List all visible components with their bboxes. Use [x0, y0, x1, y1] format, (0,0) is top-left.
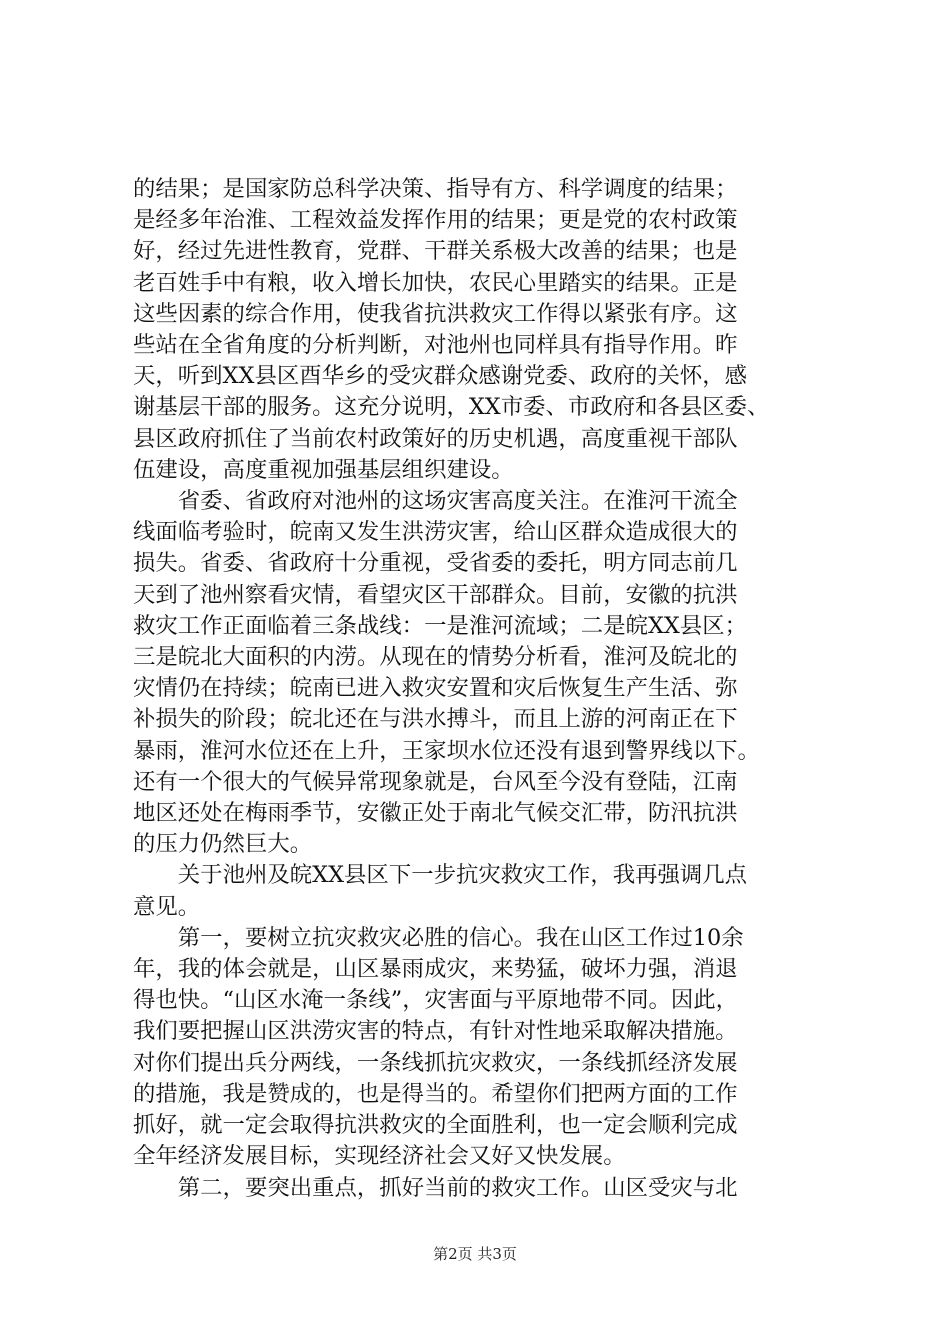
- text-line: 天到了池州察看灾情，看望灾区干部群众。目前，安徽的抗洪: [133, 581, 738, 608]
- text-line: 线面临考验时，皖南又发生洪涝灾害，给山区群众造成很大的: [133, 519, 738, 546]
- text-line: 些站在全省角度的分析判断，对池州也同样具有指导作用。昨: [133, 332, 738, 359]
- text-line: 年，我的体会就是，山区暴雨成灾，来势猛，破坏力强，消退: [133, 956, 738, 983]
- document-body: [133, 174, 833, 1204]
- text-line: 对你们提出兵分两线，一条线抓抗灾救灾，一条线抓经济发展: [133, 1049, 738, 1076]
- paragraph: [133, 923, 833, 1173]
- paragraph: [133, 860, 833, 922]
- text-line: 的措施，我是赞成的，也是得当的。希望你们把两方面的工作: [133, 1080, 738, 1107]
- text-line: 天，听到XX县区酉华乡的受灾群众感谢党委、政府的关怀，感: [133, 363, 748, 390]
- text-line: 的结果；是国家防总科学决策、指导有方、科学调度的结果；: [133, 176, 738, 202]
- text-line: 暴雨，淮河水位还在上升，王家坝水位还没有退到警界线以下。: [133, 737, 760, 764]
- text-line: 补损失的阶段；皖北还在与洪水搏斗，而且上游的河南正在下: [133, 706, 738, 733]
- text-line: 这些因素的综合作用，使我省抗洪救灾工作得以紧张有序。这: [133, 300, 738, 327]
- text-line: 第一，要树立抗灾救灾必胜的信心。我在山区工作过10余: [177, 924, 744, 951]
- paragraph: [133, 174, 833, 486]
- text-line: 省委、省政府对池州的这场灾害高度关注。在淮河干流全: [177, 488, 738, 515]
- text-line: 县区政府抓住了当前农村政策好的历史机遇，高度重视干部队: [133, 425, 738, 452]
- text-line: 还有一个很大的气候异常现象就是，台风至今没有登陆，江南: [133, 768, 738, 795]
- text-line: 损失。省委、省政府十分重视，受省委的委托，明方同志前几: [133, 550, 738, 577]
- text-line: 三是皖北大面积的内涝。从现在的情势分析看，淮河及皖北的: [133, 644, 738, 671]
- text-line: 是经多年治淮、工程效益发挥作用的结果；更是党的农村政策: [133, 207, 738, 234]
- text-line: 抓好，就一定会取得抗洪救灾的全面胜利，也一定会顺利完成: [133, 1112, 738, 1139]
- text-line: 得也快。“山区水淹一条线”，灾害面与平原地带不同。因此，: [133, 987, 739, 1014]
- text-line: 关于池州及皖XX县区下一步抗灾救灾工作，我再强调几点: [177, 862, 748, 889]
- text-line: 好，经过先进性教育，党群、干群关系极大改善的结果；也是: [133, 238, 738, 265]
- text-line: 灾情仍在持续；皖南已进入救灾安置和灾后恢复生产生活、弥: [133, 675, 738, 702]
- page-footer: 第2页 共3页: [433, 1245, 517, 1263]
- text-line: 意见。: [133, 893, 201, 920]
- text-line: 第二，要突出重点，抓好当前的救灾工作。山区受灾与北: [177, 1174, 738, 1201]
- text-line: 救灾工作正面临着三条战线：一是淮河流域；二是皖XX县区；: [133, 612, 748, 639]
- text-line: 老百姓手中有粮，收入增长加快，农民心里踏实的结果。正是: [133, 269, 738, 296]
- text-line: 地区还处在梅雨季节，安徽正处于南北气候交汇带，防汛抗洪: [133, 800, 738, 827]
- paragraph: [133, 1173, 833, 1204]
- text-line: 谢基层干部的服务。这充分说明，XX市委、市政府和各县区委、: [133, 394, 770, 421]
- text-line: 我们要把握山区洪涝灾害的特点，有针对性地采取解决措施。: [133, 1018, 738, 1045]
- text-line: 全年经济发展目标，实现经济社会又好又快发展。: [133, 1143, 626, 1170]
- text-line: 伍建设，高度重视加强基层组织建设。: [133, 456, 514, 483]
- paragraph: [133, 486, 833, 860]
- text-line: 的压力仍然巨大。: [133, 831, 313, 858]
